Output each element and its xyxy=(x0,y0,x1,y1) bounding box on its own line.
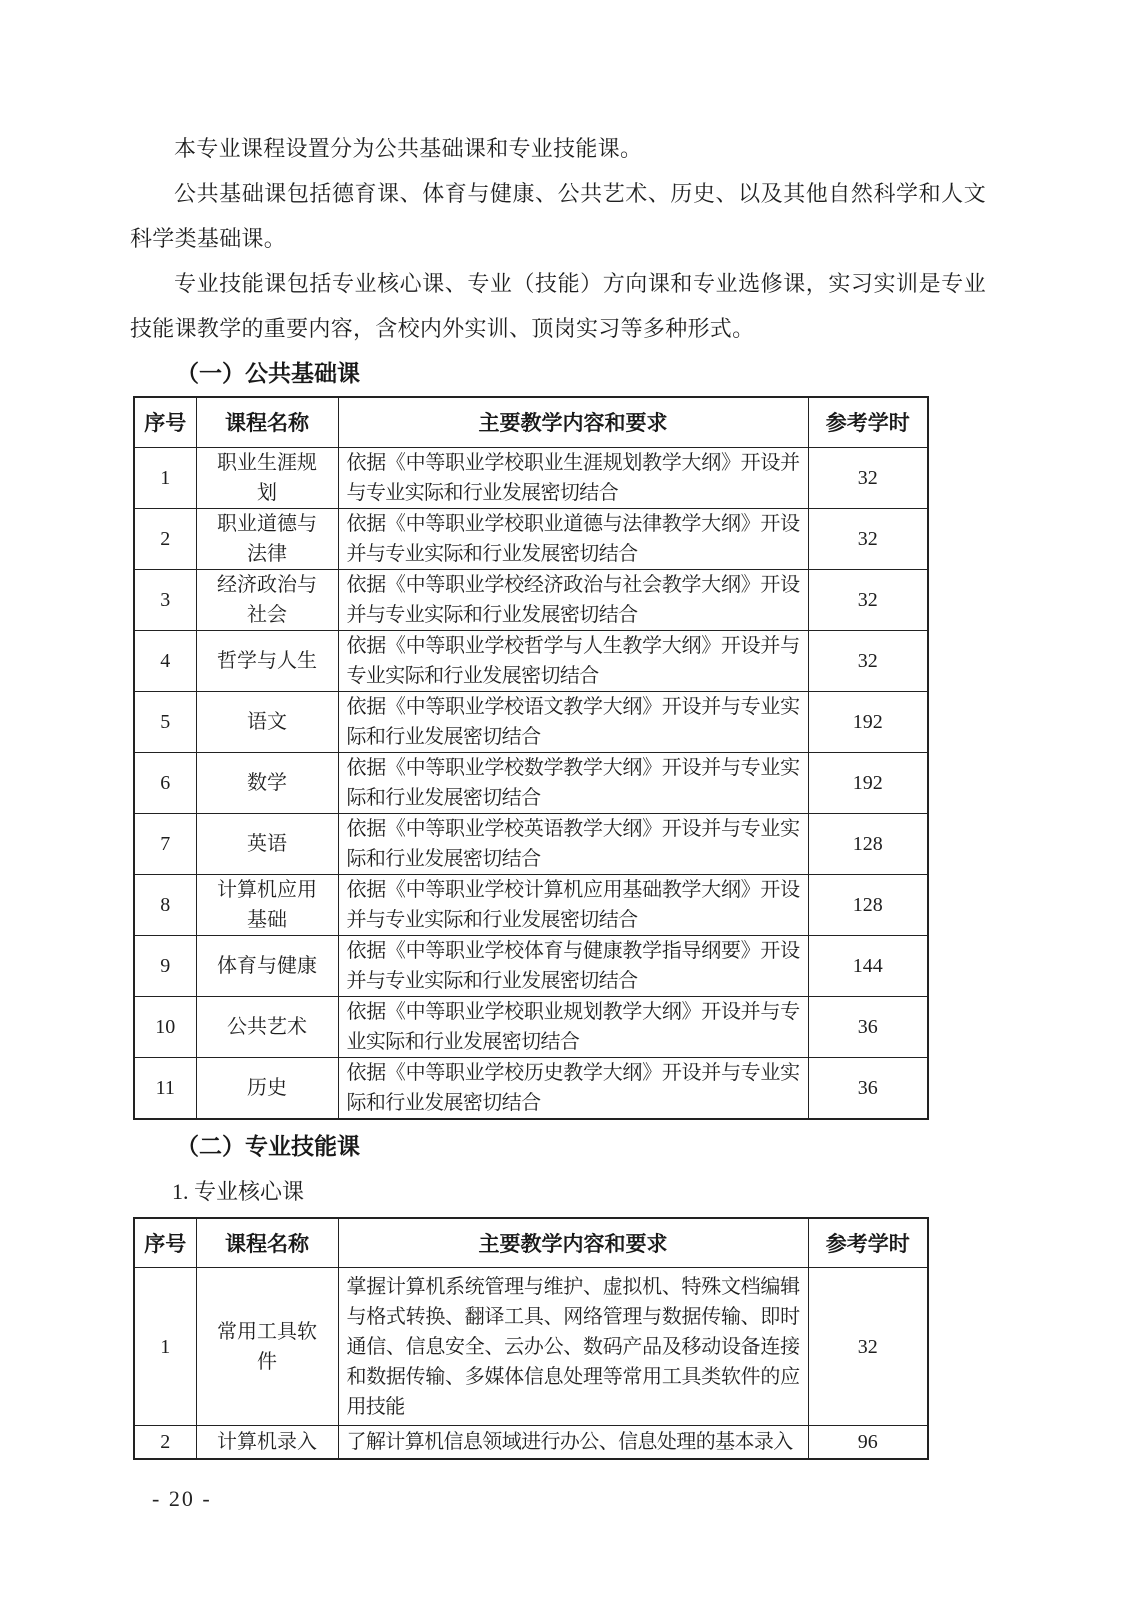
intro-paragraph-2: 公共基础课包括德育课、体育与健康、公共艺术、历史、以及其他自然科学和人文科学类基础课。 xyxy=(130,181,986,251)
section-heading-basic-courses: （一）公共基础课 xyxy=(176,360,360,386)
teaching-content-cell: 依据《中等职业学校职业道德与法律教学大纲》开设并与专业实际和行业发展密切结合 xyxy=(338,508,808,569)
table-row xyxy=(134,508,928,569)
serial-number-cell: 10 xyxy=(134,996,196,1057)
serial-number-cell: 5 xyxy=(134,691,196,752)
table-row xyxy=(134,630,928,691)
hours-cell: 192 xyxy=(808,752,928,813)
hours-cell: 36 xyxy=(808,1057,928,1119)
header-teaching-content: 主要教学内容和要求 xyxy=(338,1218,808,1268)
teaching-content-cell: 依据《中等职业学校历史教学大纲》开设并与专业实际和行业发展密切结合 xyxy=(338,1057,808,1119)
hours-cell: 192 xyxy=(808,691,928,752)
course-name-cell: 英语 xyxy=(196,813,338,874)
serial-number-cell: 9 xyxy=(134,935,196,996)
teaching-content-cell: 依据《中等职业学校英语教学大纲》开设并与专业实际和行业发展密切结合 xyxy=(338,813,808,874)
core-courses-table xyxy=(133,1217,929,1461)
hours-cell: 32 xyxy=(808,447,928,508)
serial-number-cell: 4 xyxy=(134,630,196,691)
table-row xyxy=(134,874,928,935)
teaching-content-cell: 依据《中等职业学校计算机应用基础教学大纲》开设并与专业实际和行业发展密切结合 xyxy=(338,874,808,935)
table-row xyxy=(134,447,928,508)
table-row xyxy=(134,691,928,752)
header-teaching-content: 主要教学内容和要求 xyxy=(338,397,808,447)
header-reference-hours: 参考学时 xyxy=(808,397,928,447)
hours-cell: 32 xyxy=(808,1268,928,1426)
serial-number-cell: 2 xyxy=(134,1426,196,1460)
table-header-row xyxy=(134,397,928,447)
header-course-name: 课程名称 xyxy=(196,397,338,447)
course-name-cell: 语文 xyxy=(196,691,338,752)
teaching-content-cell: 依据《中等职业学校体育与健康教学指导纲要》开设并与专业实际和行业发展密切结合 xyxy=(338,935,808,996)
serial-number-cell: 6 xyxy=(134,752,196,813)
table-row xyxy=(134,935,928,996)
course-name-cell: 数学 xyxy=(196,752,338,813)
teaching-content-cell: 了解计算机信息领域进行办公、信息处理的基本录入 xyxy=(338,1426,808,1460)
table-row xyxy=(134,1057,928,1119)
serial-number-cell: 2 xyxy=(134,508,196,569)
hours-cell: 36 xyxy=(808,996,928,1057)
teaching-content-cell: 依据《中等职业学校哲学与人生教学大纲》开设并与专业实际和行业发展密切结合 xyxy=(338,630,808,691)
header-serial-number: 序号 xyxy=(134,397,196,447)
teaching-content-cell: 依据《中等职业学校数学教学大纲》开设并与专业实际和行业发展密切结合 xyxy=(338,752,808,813)
table-header-row xyxy=(134,1218,928,1268)
course-name-cell: 职业生涯规划 xyxy=(196,447,338,508)
course-name-cell: 历史 xyxy=(196,1057,338,1119)
serial-number-cell: 7 xyxy=(134,813,196,874)
course-name-cell: 经济政治与社会 xyxy=(196,569,338,630)
document-content xyxy=(130,126,986,1460)
basic-courses-table xyxy=(133,396,929,1120)
serial-number-cell: 1 xyxy=(134,447,196,508)
intro-paragraph-3: 专业技能课包括专业核心课、专业（技能）方向课和专业选修课，实习实训是专业技能课教学的重要内容，含校内外实训、顶岗实习等多种形式。 xyxy=(130,271,986,341)
course-name-cell: 公共艺术 xyxy=(196,996,338,1057)
serial-number-cell: 3 xyxy=(134,569,196,630)
table-row xyxy=(134,813,928,874)
table-row xyxy=(134,1426,928,1460)
hours-cell: 32 xyxy=(808,508,928,569)
teaching-content-cell: 依据《中等职业学校职业规划教学大纲》开设并与专业实际和行业发展密切结合 xyxy=(338,996,808,1057)
section-heading-skill-courses: （二）专业技能课 xyxy=(176,1132,360,1159)
hours-cell: 128 xyxy=(808,813,928,874)
subsection-heading-core-courses: 1. 专业核心课 xyxy=(172,1178,305,1204)
course-name-cell: 计算机录入 xyxy=(196,1426,338,1460)
hours-cell: 144 xyxy=(808,935,928,996)
header-reference-hours: 参考学时 xyxy=(808,1218,928,1268)
teaching-content-cell: 依据《中等职业学校语文教学大纲》开设并与专业实际和行业发展密切结合 xyxy=(338,691,808,752)
hours-cell: 32 xyxy=(808,630,928,691)
header-serial-number: 序号 xyxy=(134,1218,196,1268)
hours-cell: 128 xyxy=(808,874,928,935)
intro-paragraph-1: 本专业课程设置分为公共基础课和专业技能课。 xyxy=(174,136,643,161)
hours-cell: 32 xyxy=(808,569,928,630)
table-row xyxy=(134,996,928,1057)
serial-number-cell: 8 xyxy=(134,874,196,935)
serial-number-cell: 11 xyxy=(134,1057,196,1119)
course-name-cell: 常用工具软件 xyxy=(196,1268,338,1426)
course-name-cell: 体育与健康 xyxy=(196,935,338,996)
course-name-cell: 计算机应用基础 xyxy=(196,874,338,935)
course-name-cell: 职业道德与法律 xyxy=(196,508,338,569)
hours-cell: 96 xyxy=(808,1426,928,1460)
teaching-content-cell: 掌握计算机系统管理与维护、虚拟机、特殊文档编辑与格式转换、翻译工具、网络管理与数据传输、即时通信、信息安全、云办公、数码产品及移动设备连接和数据传输、多媒体信息处理等常用工具类软件的应用技能 xyxy=(338,1268,808,1426)
teaching-content-cell: 依据《中等职业学校职业生涯规划教学大纲》开设并与专业实际和行业发展密切结合 xyxy=(338,447,808,508)
course-name-cell: 哲学与人生 xyxy=(196,630,338,691)
header-course-name: 课程名称 xyxy=(196,1218,338,1268)
table-row xyxy=(134,1268,928,1426)
table-row xyxy=(134,752,928,813)
table-row xyxy=(134,569,928,630)
teaching-content-cell: 依据《中等职业学校经济政治与社会教学大纲》开设并与专业实际和行业发展密切结合 xyxy=(338,569,808,630)
serial-number-cell: 1 xyxy=(134,1268,196,1426)
page-number: - 20 - xyxy=(152,1486,212,1511)
